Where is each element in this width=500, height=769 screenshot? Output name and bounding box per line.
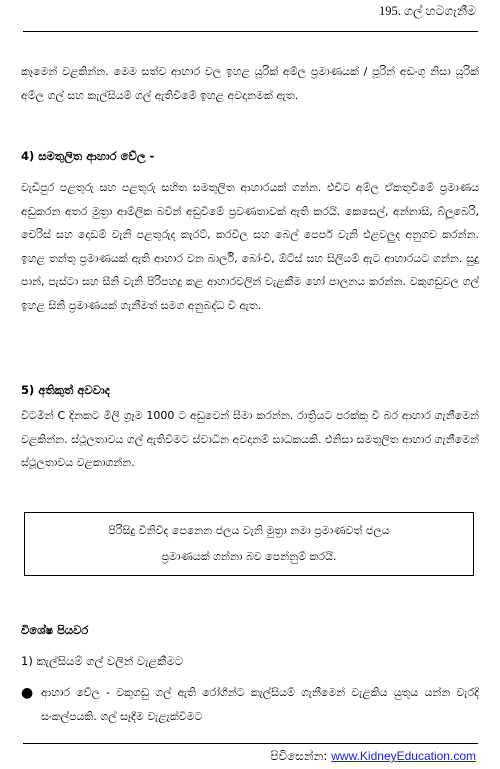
running-header: 195. ගල් හටගැනීම	[379, 4, 476, 18]
footer-rule	[23, 743, 478, 744]
special-subheading: 1) කැල්සියම් ගල් වලින් වැළකීමට	[21, 654, 184, 668]
special-steps-heading: විශේෂ පියවර	[21, 623, 89, 637]
footer-label: පිවිසෙන්න:	[270, 749, 332, 763]
section-4-heading: 4) සමතුලිත ආහාර වේල -	[21, 149, 155, 163]
section-4-paragraph: වැඩිපුර පළතුරු සහ පළතුරු සහිත සමතුලිත ආහාරයක් ගන්න. එවිට අම්ල ඒකතුවීමේ ප්‍රමාණය අඩුකරන අතර මුත්‍රා ආම්ලික බවින් අඩුවීමේ ප්‍රවණතාවක් ඇති කරයි. කෙසෙල්, අන්නාසි, බ්ලූබෙරි, චෙරිස් සහ දොඩම් වැනි පළතුරුද කැරට්, කරවිල සහ බෙල් පෙපර් වැනි එළවලුද අනුගව කරන්න. ඉහළ තන්තු ප්‍රමාණයක් ඇති ආහාර වන බාර්ලි, බෝංචි, ඕට්ස් සහ සිලියම් ඇට ආහාරයට ගන්න. සුදු පාන්, පැස්ටා සහ සීනි වැනි පිරිපහදු කළ ආහාරවලින් වැළකීම හෝ පාලනය කරන්න. වකුගඩුවල ගල් ඉහළ සිනි ප්‍රමාණයක් ගැනීමත් සමග අනුබද්ධ වී ඇත.	[21, 181, 480, 312]
note-line-2: ප්‍රමාණයක් ගන්නා බව පෙන්නුම් කරයි.	[161, 550, 337, 563]
intro-paragraph: කෑමෙන් වළකින්න. මෙම සත්ව ආහාර වල ඉහළ යූරික් අම්ල ප්‍රමාණයක් / පූරින් අඩංගු නිසා යූරික් අම්ල ගල් සහ කැල්සියම් ගල් ඇතිවීමේ ඉහළ අවදානමක් ඇත.	[21, 65, 479, 102]
bullet-item	[21, 681, 479, 729]
header-rule	[23, 31, 478, 32]
website-link[interactable]: www.KidneyEducation.com	[331, 749, 476, 763]
note-box	[24, 512, 474, 576]
footer	[270, 749, 476, 764]
section-5-paragraph: විටමින් C දිනකට මිලි ග්‍රෑම 1000 ට අඩුවෙන් සීමා කරන්න. රාත්‍රියට පරක්කු වී බර ආහාර ගැනීමෙන් වළකින්න. ස්ථූලතාවය ගල් ඇතිවීමට ස්වාධීන අවදානම් සාධකයකි. එනිසා සමතුලිත ආහාර ගැනීමෙන් ස්ථූලතාවය වළකාගන්න.	[21, 409, 479, 469]
bullet-dot-icon: ●	[21, 685, 34, 701]
section-5-heading: 5) අතිකුත් අවවාද	[21, 383, 110, 397]
note-line-1: පිරිසිදු විනිවිද පෙනෙන ජලය වැනි මුත්‍රා නමා ප්‍රමාණවත් ජලය	[108, 524, 390, 537]
bullet-text: ආහාර වේල - වකුගඩු ගල් ඇති රෝගීන්ට කැල්සියම් ගැනීමෙන් වැළකිය යුතුය යන්න වැරදි සංකල්පයකි. ගල් සෑදීම වැළැක්වීමට	[41, 686, 479, 723]
